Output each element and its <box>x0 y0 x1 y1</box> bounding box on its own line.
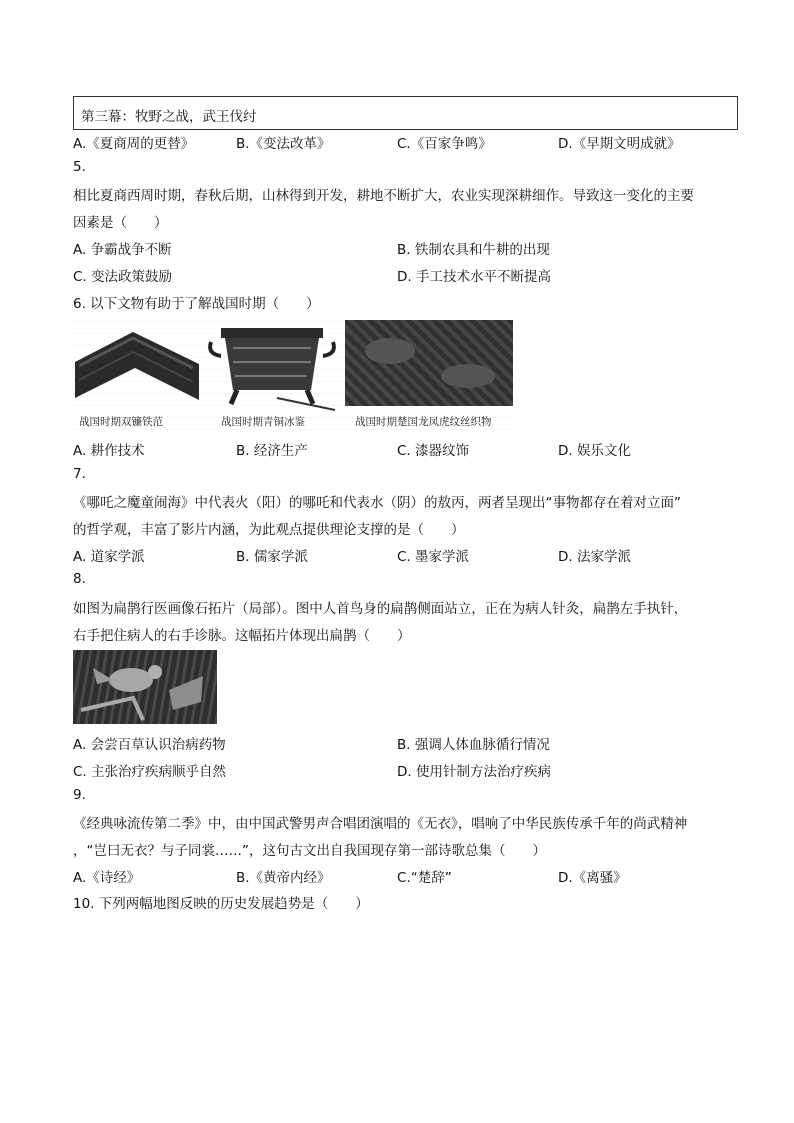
q7-option-b[interactable]: B. 儒家学派 <box>236 549 308 565</box>
q7-number: 7. <box>73 466 86 482</box>
q6-figure-strip <box>73 318 513 430</box>
q5-option-c[interactable]: C. 变法政策鼓励 <box>73 269 173 285</box>
q6-option-a[interactable]: A. 耕作技术 <box>73 443 145 459</box>
q9-option-c[interactable]: C.“楚辞” <box>397 870 452 886</box>
silk-fabric-image <box>345 320 513 406</box>
q5-option-b[interactable]: B. 铁制农具和牛耕的出现 <box>397 242 550 258</box>
q8-stem-line2: 右手把住病人的右手诊脉。这幅拓片体现出扁鹊（ ） <box>73 628 411 644</box>
q4-option-d[interactable]: D.《早期文明成就》 <box>558 136 681 152</box>
q8-option-a[interactable]: A. 会尝百草认识治病药物 <box>73 737 226 753</box>
act-three-box <box>73 96 738 130</box>
q6-option-c[interactable]: C. 漆器纹饰 <box>397 443 470 459</box>
q9-option-a[interactable]: A.《诗经》 <box>73 870 141 886</box>
q6-option-b[interactable]: B. 经济生产 <box>236 443 308 459</box>
caption-iron-mold: 战国时期双镰铁范 <box>79 416 163 428</box>
q8-option-d[interactable]: D. 使用针制方法治疗疾病 <box>397 764 551 780</box>
q5-option-d[interactable]: D. 手工技术水平不断提高 <box>397 269 551 285</box>
q10-stem: 10. 下列两幅地图反映的历史发展趋势是（ ） <box>73 896 369 912</box>
q7-option-d[interactable]: D. 法家学派 <box>558 549 631 565</box>
q9-stem-line1: 《经典咏流传第二季》中，由中国武警男声合唱团演唱的《无衣》，唱响了中华民族传承千年的尚武精神 <box>73 816 688 832</box>
q4-option-b[interactable]: B.《变法改革》 <box>236 136 331 152</box>
q9-option-b[interactable]: B.《黄帝内经》 <box>236 870 331 886</box>
caption-silk-fabric: 战国时期楚国龙凤虎纹丝织物 <box>355 416 492 428</box>
q7-stem-line1: 《哪吒之魔童闹海》中代表火（阳）的哪吒和代表水（阴）的敖丙，两者呈现出“事物都存在着对立面” <box>73 495 681 511</box>
q5-number: 5. <box>73 159 86 175</box>
q7-option-a[interactable]: A. 道家学派 <box>73 549 145 565</box>
caption-bronze-vessel: 战国时期青铜冰鉴 <box>221 416 305 428</box>
act-three-text: 第三幕：牧野之战，武王伐纣 <box>81 109 257 125</box>
q6-stem: 6. 以下文物有助于了解战国时期（ ） <box>73 296 320 312</box>
q4-option-a[interactable]: A.《夏商周的更替》 <box>73 136 195 152</box>
q4-option-c[interactable]: C.《百家争鸣》 <box>397 136 492 152</box>
bronze-ice-vessel-image <box>207 320 337 412</box>
q5-stem-line1: 相比夏商西周时期，春秋后期，山林得到开发，耕地不断扩大，农业实现深耕细作。导致这一变化的主要 <box>73 188 694 204</box>
q5-stem-line2: 因素是（ ） <box>73 215 168 231</box>
q9-stem-line2: ，“岂曰无衣？与子同裳……”，这句古文出自我国现存第一部诗歌总集（ ） <box>73 843 546 859</box>
bianque-rubbing-image <box>73 650 217 724</box>
q6-option-d[interactable]: D. 娱乐文化 <box>558 443 631 459</box>
q8-option-b[interactable]: B. 强调人体血脉循行情况 <box>397 737 550 753</box>
iron-mold-image <box>73 324 201 404</box>
q7-stem-line2: 的哲学观，丰富了影片内涵，为此观点提供理论支撑的是（ ） <box>73 522 465 538</box>
q5-option-a[interactable]: A. 争霸战争不断 <box>73 242 172 258</box>
q9-option-d[interactable]: D.《离骚》 <box>558 870 627 886</box>
q8-stem-line1: 如图为扁鹊行医画像石拓片（局部）。图中人首鸟身的扁鹊侧面站立，正在为病人针灸，扁鹊左手执针， <box>73 601 688 617</box>
q8-number: 8. <box>73 571 86 587</box>
q7-option-c[interactable]: C. 墨家学派 <box>397 549 470 565</box>
q9-number: 9. <box>73 787 86 803</box>
q8-option-c[interactable]: C. 主张治疗疾病顺乎自然 <box>73 764 227 780</box>
